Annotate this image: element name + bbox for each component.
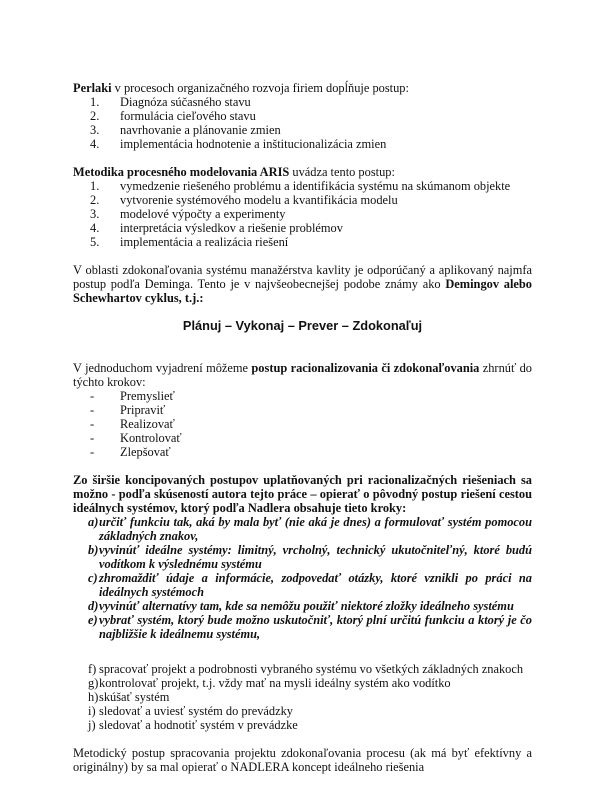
list-item: [73, 662, 532, 676]
nadler-intro: [73, 473, 532, 515]
list-dash: -: [90, 445, 95, 459]
list-text: Zlepšovať: [120, 445, 171, 459]
aris-steps: [73, 179, 532, 249]
rationalization-paragraph: [73, 361, 532, 389]
list-item: [73, 676, 532, 690]
list-item: [73, 123, 532, 137]
list-letter: e): [88, 613, 98, 627]
list-item: [73, 221, 532, 235]
list-number: 1.: [90, 179, 100, 193]
nadler-steps-implementation: [73, 662, 532, 732]
list-text: navrhovanie a plánovanie zmien: [120, 123, 281, 137]
list-item: [73, 431, 532, 445]
perlaki-name: Perlaki: [73, 81, 112, 95]
list-item: [73, 613, 532, 641]
list-text: sledovať a hodnotiť systém v prevádzke: [99, 718, 298, 732]
list-dash: -: [90, 417, 95, 431]
list-number: 4.: [90, 221, 100, 235]
aris-intro-text: uvádza tento postup:: [289, 165, 395, 179]
list-item: [73, 179, 532, 193]
list-item: [73, 417, 532, 431]
list-text: spracovať projekt a podrobnosti vybraného systému vo všetkých základných znakoch: [99, 662, 524, 676]
list-text: implementácia a realizácia riešení: [120, 235, 289, 249]
list-item: [73, 718, 532, 732]
deming-cycle: Plánuj – Vykonaj – Prever – Zdokonaľuj: [182, 318, 423, 333]
list-text: Diagnóza súčasného stavu: [120, 95, 251, 109]
list-item: [73, 137, 532, 151]
list-item: [73, 515, 532, 543]
list-dash: -: [90, 389, 95, 403]
aris-name: Metodika procesného modelovania ARIS: [73, 165, 290, 179]
perlaki-intro: [73, 81, 532, 95]
deming-paragraph: [73, 263, 532, 305]
list-text: Realizovať: [120, 417, 175, 431]
list-number: 1.: [90, 95, 100, 109]
nadler-steps-ideal: [73, 515, 532, 641]
list-dash: -: [90, 403, 95, 417]
list-text: modelové výpočty a experimenty: [120, 207, 286, 221]
list-text: formulácia cieľového stavu: [120, 109, 256, 123]
perlaki-steps: [73, 95, 532, 151]
list-number: 3.: [90, 123, 100, 137]
list-item: [73, 704, 532, 718]
list-number: 3.: [90, 207, 100, 221]
list-letter: d): [88, 599, 99, 613]
aris-intro: [73, 165, 532, 179]
list-text: zhromaždiť údaje a informácie, zodpovedať otázky, ktoré vznikli po práci na ideálnych systémoch: [99, 571, 532, 599]
list-number: 5.: [90, 235, 100, 249]
deming-cycle-name: Demingov alebo Schewhartov cyklus, t.j.:: [73, 277, 532, 305]
list-item: [73, 95, 532, 109]
list-item: [73, 599, 532, 613]
list-text: vytvorenie systémového modelu a kvantifikácia modelu: [120, 193, 398, 207]
conclusion-paragraph: Metodický postup spracovania projektu zdokonaľovania procesu (ak má byť efektívny a originálny) by sa mal opierať o NADLERA koncept ideálneho riešenia: [73, 746, 532, 774]
list-text: kontrolovať projekt, t.j. vždy mať na mysli ideálny systém ako vodítko: [99, 676, 451, 690]
rationalization-bold: postup racionalizovania či zdokonaľovania: [251, 361, 480, 375]
list-letter: g): [88, 676, 99, 690]
list-item: [73, 543, 532, 571]
list-item: [73, 109, 532, 123]
list-text: implementácia hodnotenie a inštitucionalizácia zmien: [120, 137, 387, 151]
list-text: vybrať systém, ktorý bude možno uskutočniť, ktorý plní určitú funkciu a ktorý je čo najbližšie k ideálnemu systému,: [99, 613, 532, 641]
list-letter: b): [88, 543, 99, 557]
list-number: 2.: [90, 109, 100, 123]
list-item: [73, 235, 532, 249]
list-dash: -: [90, 431, 95, 445]
perlaki-intro-text: v procesoch organizačného rozvoja firiem dopĺňuje postup:: [111, 81, 409, 95]
list-text: vyvinúť ideálne systémy: limitný, vrcholný, technický ukutočniteľný, ktoré budú vodítkom k výslednému systému: [99, 543, 532, 571]
rationalization-steps: [73, 389, 532, 459]
list-item: [73, 445, 532, 459]
list-item: [73, 389, 532, 403]
rationalization-text-after: zhrnúť do týchto krokov:: [73, 361, 533, 389]
list-letter: i): [88, 704, 96, 718]
list-item: [73, 193, 532, 207]
list-text: Premyslieť: [120, 389, 175, 403]
deming-text: V oblasti zdokonaľovania systému manažérstva kavlity je odporúčaný a aplikovaný najmfa postup podľa Deminga. Tento je v najvšeobecnejšej podobe známy ako: [73, 263, 532, 291]
rationalization-text-before: V jednoduchom vyjadrení môžeme: [73, 361, 252, 375]
list-number: 4.: [90, 137, 100, 151]
nadler-intro-text: Zo širšie koncipovaných postupov uplatňovaných pri racionalizačných riešeniach sa možno - podľa skúseností autora tejto práce – opierať o pôvodný postup riešení cestou ideálnych systémov, ktorý podľa Nadlera obsahuje tieto kroky:: [73, 473, 532, 515]
list-text: sledovať a uviesť systém do prevádzky: [99, 704, 293, 718]
list-letter: j): [88, 718, 96, 732]
list-letter: f): [88, 662, 97, 676]
list-item: [73, 403, 532, 417]
list-text: určiť funkciu tak, aká by mala byť (nie aká je dnes) a formulovať systém pomocou základných znakov,: [99, 515, 532, 543]
list-letter: a): [88, 515, 99, 529]
list-item: [73, 690, 532, 704]
list-text: vymedzenie riešeného problému a identifikácia systému na skúmanom objekte: [120, 179, 511, 193]
list-text: skúšať systém: [99, 690, 170, 704]
list-letter: c): [88, 571, 98, 585]
list-letter: h): [88, 690, 99, 704]
list-number: 2.: [90, 193, 100, 207]
list-text: interpretácia výsledkov a riešenie problémov: [120, 221, 343, 235]
list-text: vyvinúť alternatívy tam, kde sa nemôžu použiť niektoré zložky ideálneho systému: [99, 599, 514, 613]
list-text: Pripraviť: [120, 403, 166, 417]
list-item: [73, 571, 532, 599]
list-text: Kontrolovať: [120, 431, 182, 445]
list-item: [73, 207, 532, 221]
